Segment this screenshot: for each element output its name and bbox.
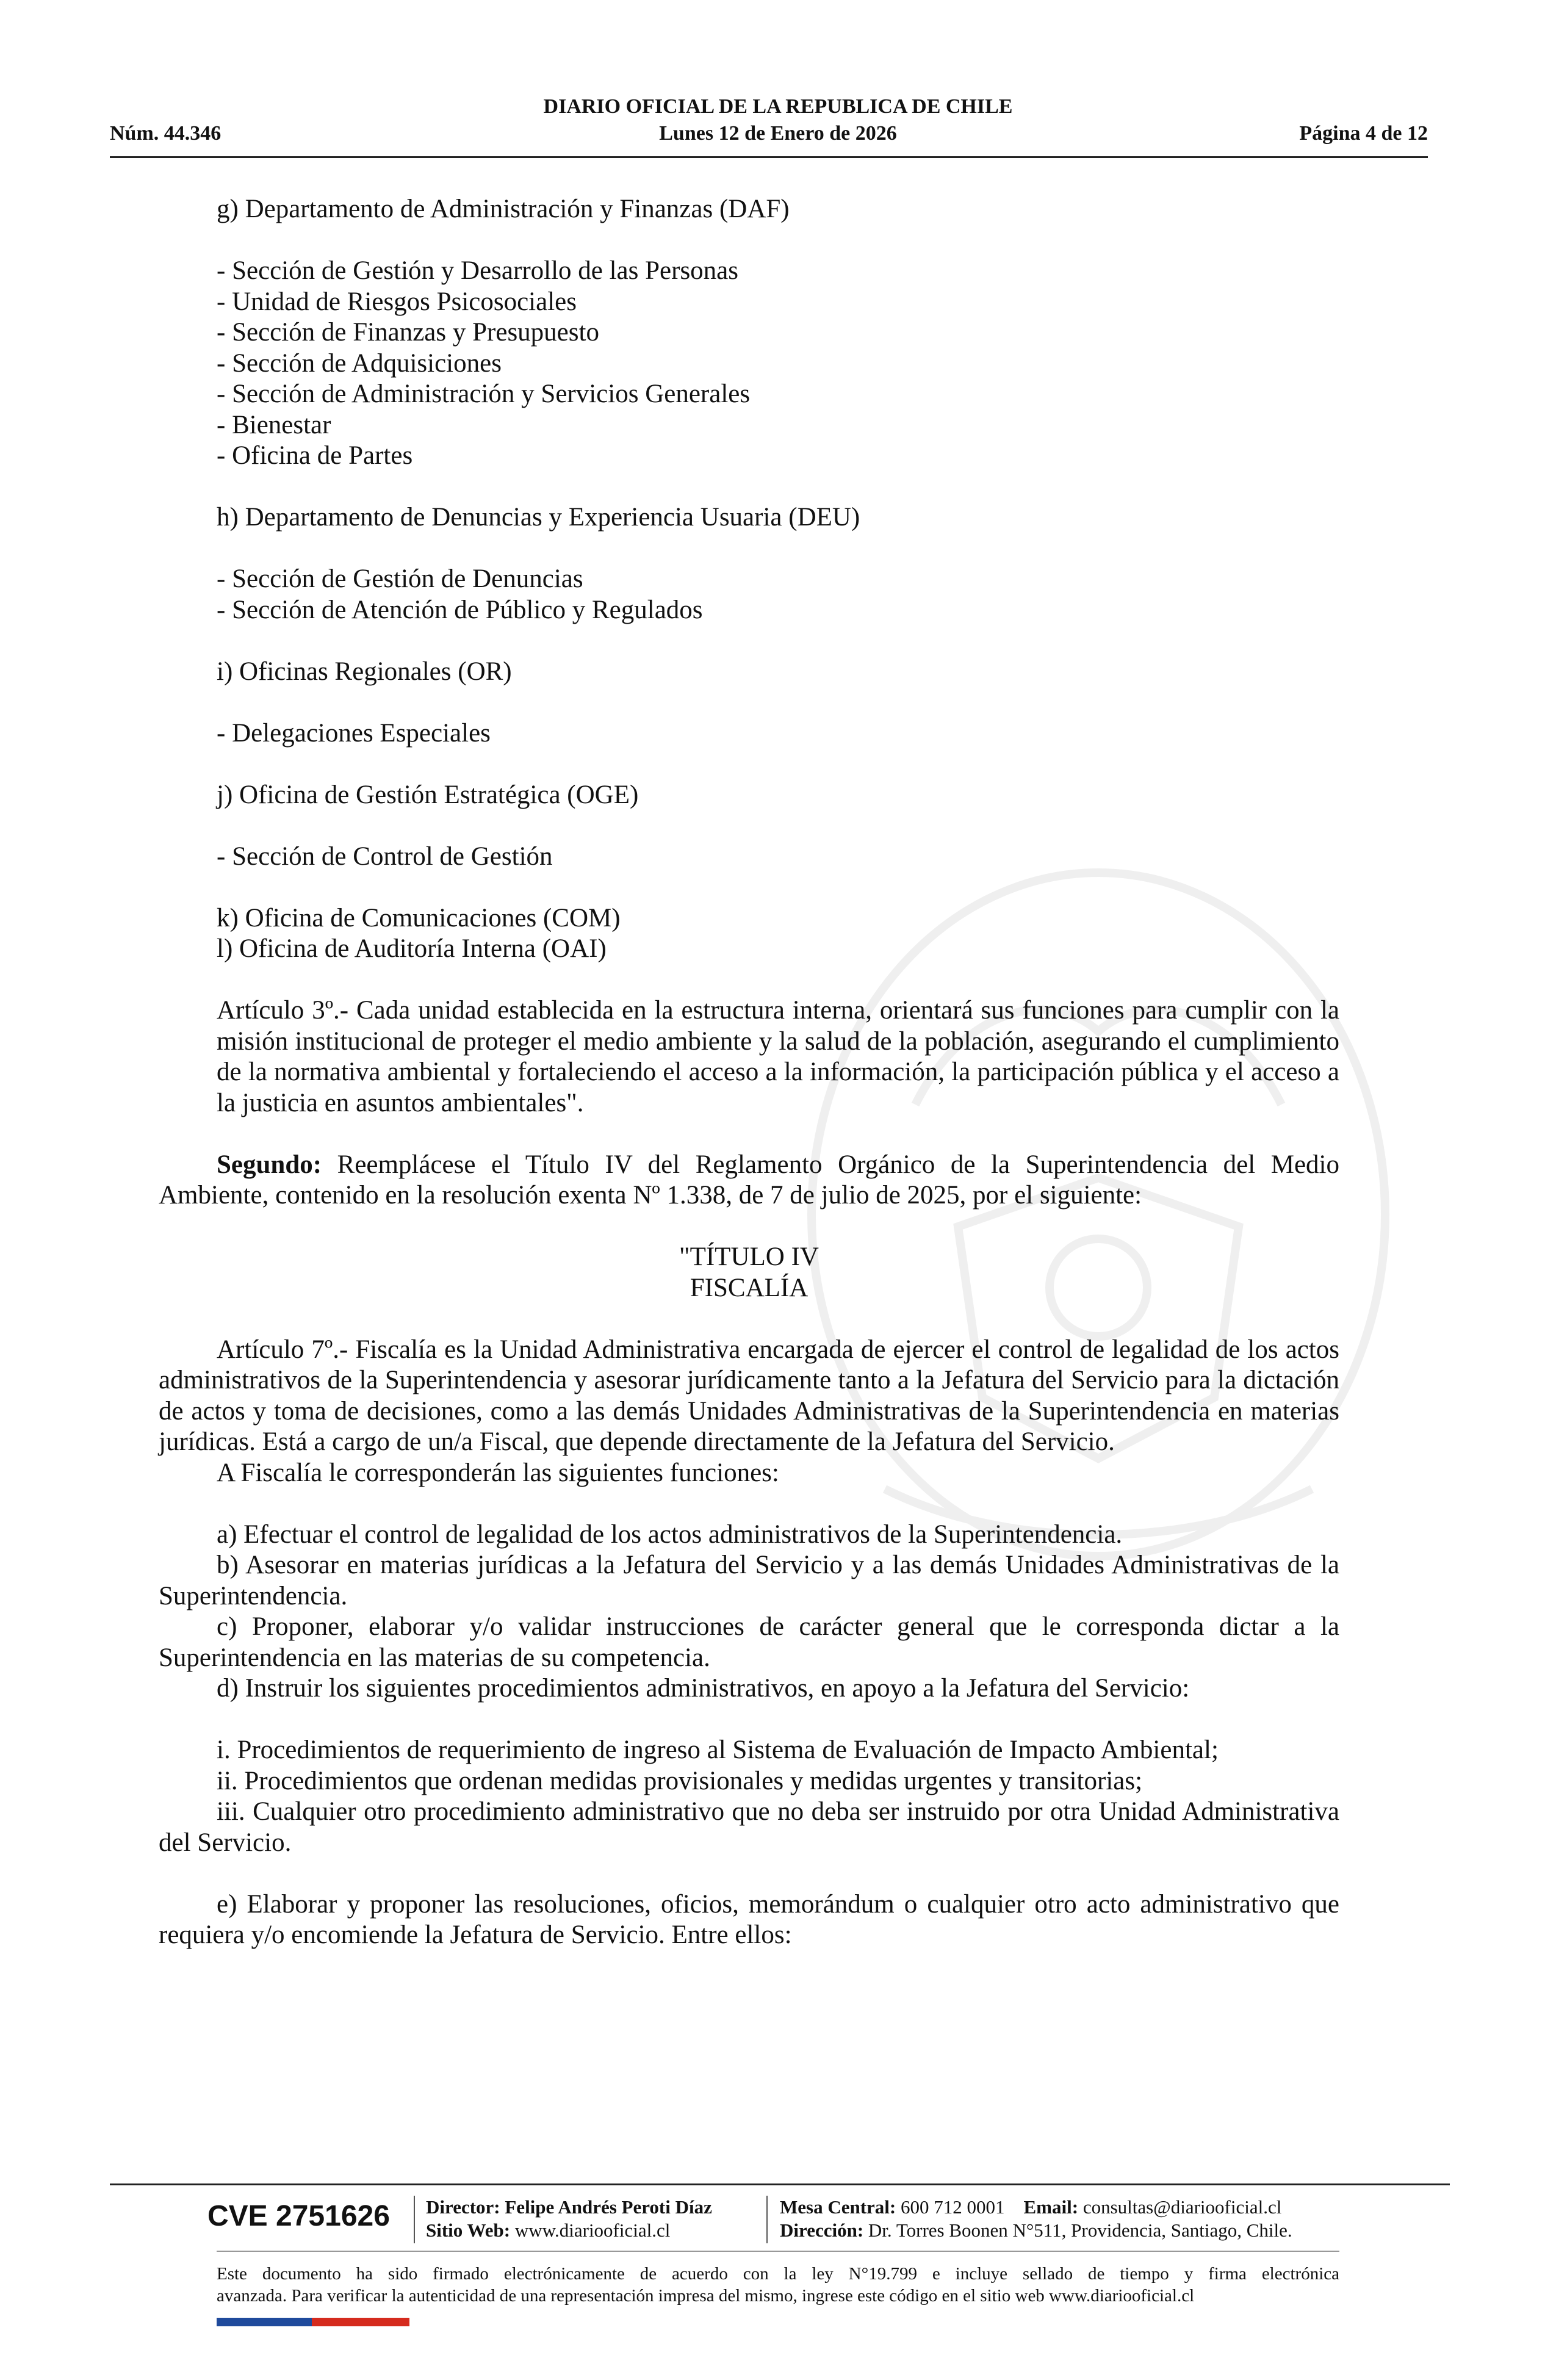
list-item: - Oficina de Partes bbox=[217, 441, 413, 470]
director-name: Felipe Andrés Peroti Díaz bbox=[505, 2196, 712, 2218]
list-item: - Delegaciones Especiales bbox=[217, 718, 491, 748]
titulo-heading: "TÍTULO IV bbox=[679, 1242, 819, 1271]
list-item: - Sección de Finanzas y Presupuesto bbox=[217, 318, 599, 347]
list-item: - Sección de Adquisiciones bbox=[217, 348, 502, 378]
cve-code: CVE 2751626 bbox=[207, 2200, 390, 2232]
footer-divider-thin bbox=[217, 2251, 1339, 2252]
list-item: - Bienestar bbox=[217, 410, 331, 439]
flag-stripe bbox=[217, 2318, 409, 2326]
function-d: d) Instruir los siguientes procedimientos administrativos, en apoyo a la Jefatura del Servicio: bbox=[217, 1674, 1190, 1703]
functions-intro: A Fiscalía le corresponderán las siguientes funciones: bbox=[217, 1458, 779, 1487]
list-item: - Unidad de Riesgos Psicosociales bbox=[217, 287, 577, 316]
footer-divider bbox=[110, 2183, 1450, 2185]
function-d-sub-iii: iii. Cualquier otro procedimiento administrativo que no deba ser instruido por otra Unidad Administrativa del Servicio. bbox=[159, 1797, 1339, 1857]
article-7: Artículo 7º.- Fiscalía es la Unidad Administrativa encargada de ejercer el control de legalidad de los actos administrativos de la Superintendencia y asesorar jurídicamente tanto a la Jefatura del Servicio para la dictación de actos y toma de decisiones, como a las demás Unidades Administrativas de la Superintendencia en materias jurídicas. Está a cargo de un/a Fiscal, que depende directamente de la Jefatura del Servicio. bbox=[159, 1335, 1339, 1456]
section-h-heading: h) Departamento de Denuncias y Experiencia Usuaria (DEU) bbox=[217, 503, 860, 532]
website-link[interactable]: www.diariooficial.cl bbox=[514, 2220, 671, 2241]
flag-red-segment bbox=[312, 2318, 409, 2326]
email-link[interactable]: consultas@diariooficial.cl bbox=[1082, 2196, 1282, 2218]
segundo-text: Reemplácese el Título IV del Reglamento Orgánico de la Superintendencia del Medio Ambiente, contenido en la resolución exenta Nº 1.338, de 7 de julio de 2025, por el siguiente: bbox=[159, 1150, 1339, 1210]
director-label: Director: bbox=[426, 2196, 500, 2218]
gazette-title: DIARIO OFICIAL DE LA REPUBLICA DE CHILE bbox=[543, 95, 1013, 118]
function-d-sub-i: i. Procedimientos de requerimiento de ingreso al Sistema de Evaluación de Impacto Ambiental; bbox=[217, 1736, 1219, 1764]
function-b: b) Asesorar en materias jurídicas a la Jefatura del Servicio y a las demás Unidades Administrativas de la Superintendencia. bbox=[159, 1551, 1339, 1610]
document-body bbox=[159, 194, 1339, 1951]
page-indicator: Página 4 de 12 bbox=[1299, 122, 1428, 145]
footer-director-block bbox=[426, 2196, 712, 2242]
flag-blue-segment bbox=[217, 2318, 312, 2326]
section-l-heading: l) Oficina de Auditoría Interna (OAI) bbox=[217, 934, 607, 963]
footer-separator bbox=[414, 2196, 415, 2243]
footer-separator bbox=[766, 2196, 768, 2243]
header-divider bbox=[110, 156, 1428, 158]
article-3-text: Artículo 3º.- Cada unidad establecida en la estructura interna, orientará sus funciones para cumplir con la misión institucional de proteger el medio ambiente y la salud de la población, asegurando el cumplimiento de la normativa ambiental y fortaleciendo el acceso a la información, la participación pública y el acceso a la justicia en asuntos ambientales". bbox=[217, 996, 1339, 1117]
section-g-heading: g) Departamento de Administración y Finanzas (DAF) bbox=[217, 195, 790, 223]
website-label: Sitio Web: bbox=[426, 2220, 511, 2241]
address-label: Dirección: bbox=[780, 2220, 864, 2241]
mesa-phone: 600 712 0001 bbox=[901, 2196, 1005, 2218]
email-label: Email: bbox=[1023, 2196, 1079, 2218]
section-k-heading: k) Oficina de Comunicaciones (COM) bbox=[217, 903, 621, 932]
article-3 bbox=[159, 995, 1339, 1119]
signature-notice-line2: avanzada. Para verificar la autenticidad de una representación impresa del mismo, ingrese este código en el sitio web www.diariooficial.cl bbox=[217, 2286, 1195, 2306]
segundo-paragraph bbox=[159, 1150, 1339, 1211]
list-item: - Sección de Control de Gestión bbox=[217, 842, 553, 871]
list-item: - Sección de Administración y Servicios Generales bbox=[217, 380, 751, 408]
footer-contact-block bbox=[780, 2196, 1292, 2242]
issue-number: Núm. 44.346 bbox=[110, 122, 222, 145]
list-item: - Sección de Gestión de Denuncias bbox=[217, 564, 583, 593]
list-item: - Sección de Gestión y Desarrollo de las Personas bbox=[217, 256, 739, 285]
mesa-label: Mesa Central: bbox=[780, 2196, 896, 2218]
address-value: Dr. Torres Boonen N°511, Providencia, Santiago, Chile. bbox=[868, 2220, 1292, 2241]
segundo-label: Segundo: bbox=[217, 1150, 322, 1179]
issue-date: Lunes 12 de Enero de 2026 bbox=[659, 122, 897, 145]
function-d-sub-ii: ii. Procedimientos que ordenan medidas provisionales y medidas urgentes y transitorias; bbox=[217, 1766, 1143, 1795]
section-i-heading: i) Oficinas Regionales (OR) bbox=[217, 657, 512, 686]
section-j-heading: j) Oficina de Gestión Estratégica (OGE) bbox=[217, 780, 639, 809]
function-a: a) Efectuar el control de legalidad de los actos administrativos de la Superintendencia. bbox=[217, 1520, 1123, 1549]
function-e: e) Elaborar y proponer las resoluciones, oficios, memorándum o cualquier otro acto administrativo que requiera y/o encomiende la Jefatura de Servicio. Entre ellos: bbox=[159, 1889, 1339, 1949]
signature-notice-line1: Este documento ha sido firmado electrónicamente de acuerdo con la ley N°19.799 e incluye sellado de tiempo y firma electrónica bbox=[217, 2264, 1339, 2284]
fiscalia-heading: FISCALÍA bbox=[690, 1273, 809, 1302]
list-item: - Sección de Atención de Público y Regulados bbox=[217, 595, 703, 624]
function-c: c) Proponer, elaborar y/o validar instrucciones de carácter general que le corresponda dictar a la Superintendencia en las materias de su competencia. bbox=[159, 1612, 1339, 1672]
